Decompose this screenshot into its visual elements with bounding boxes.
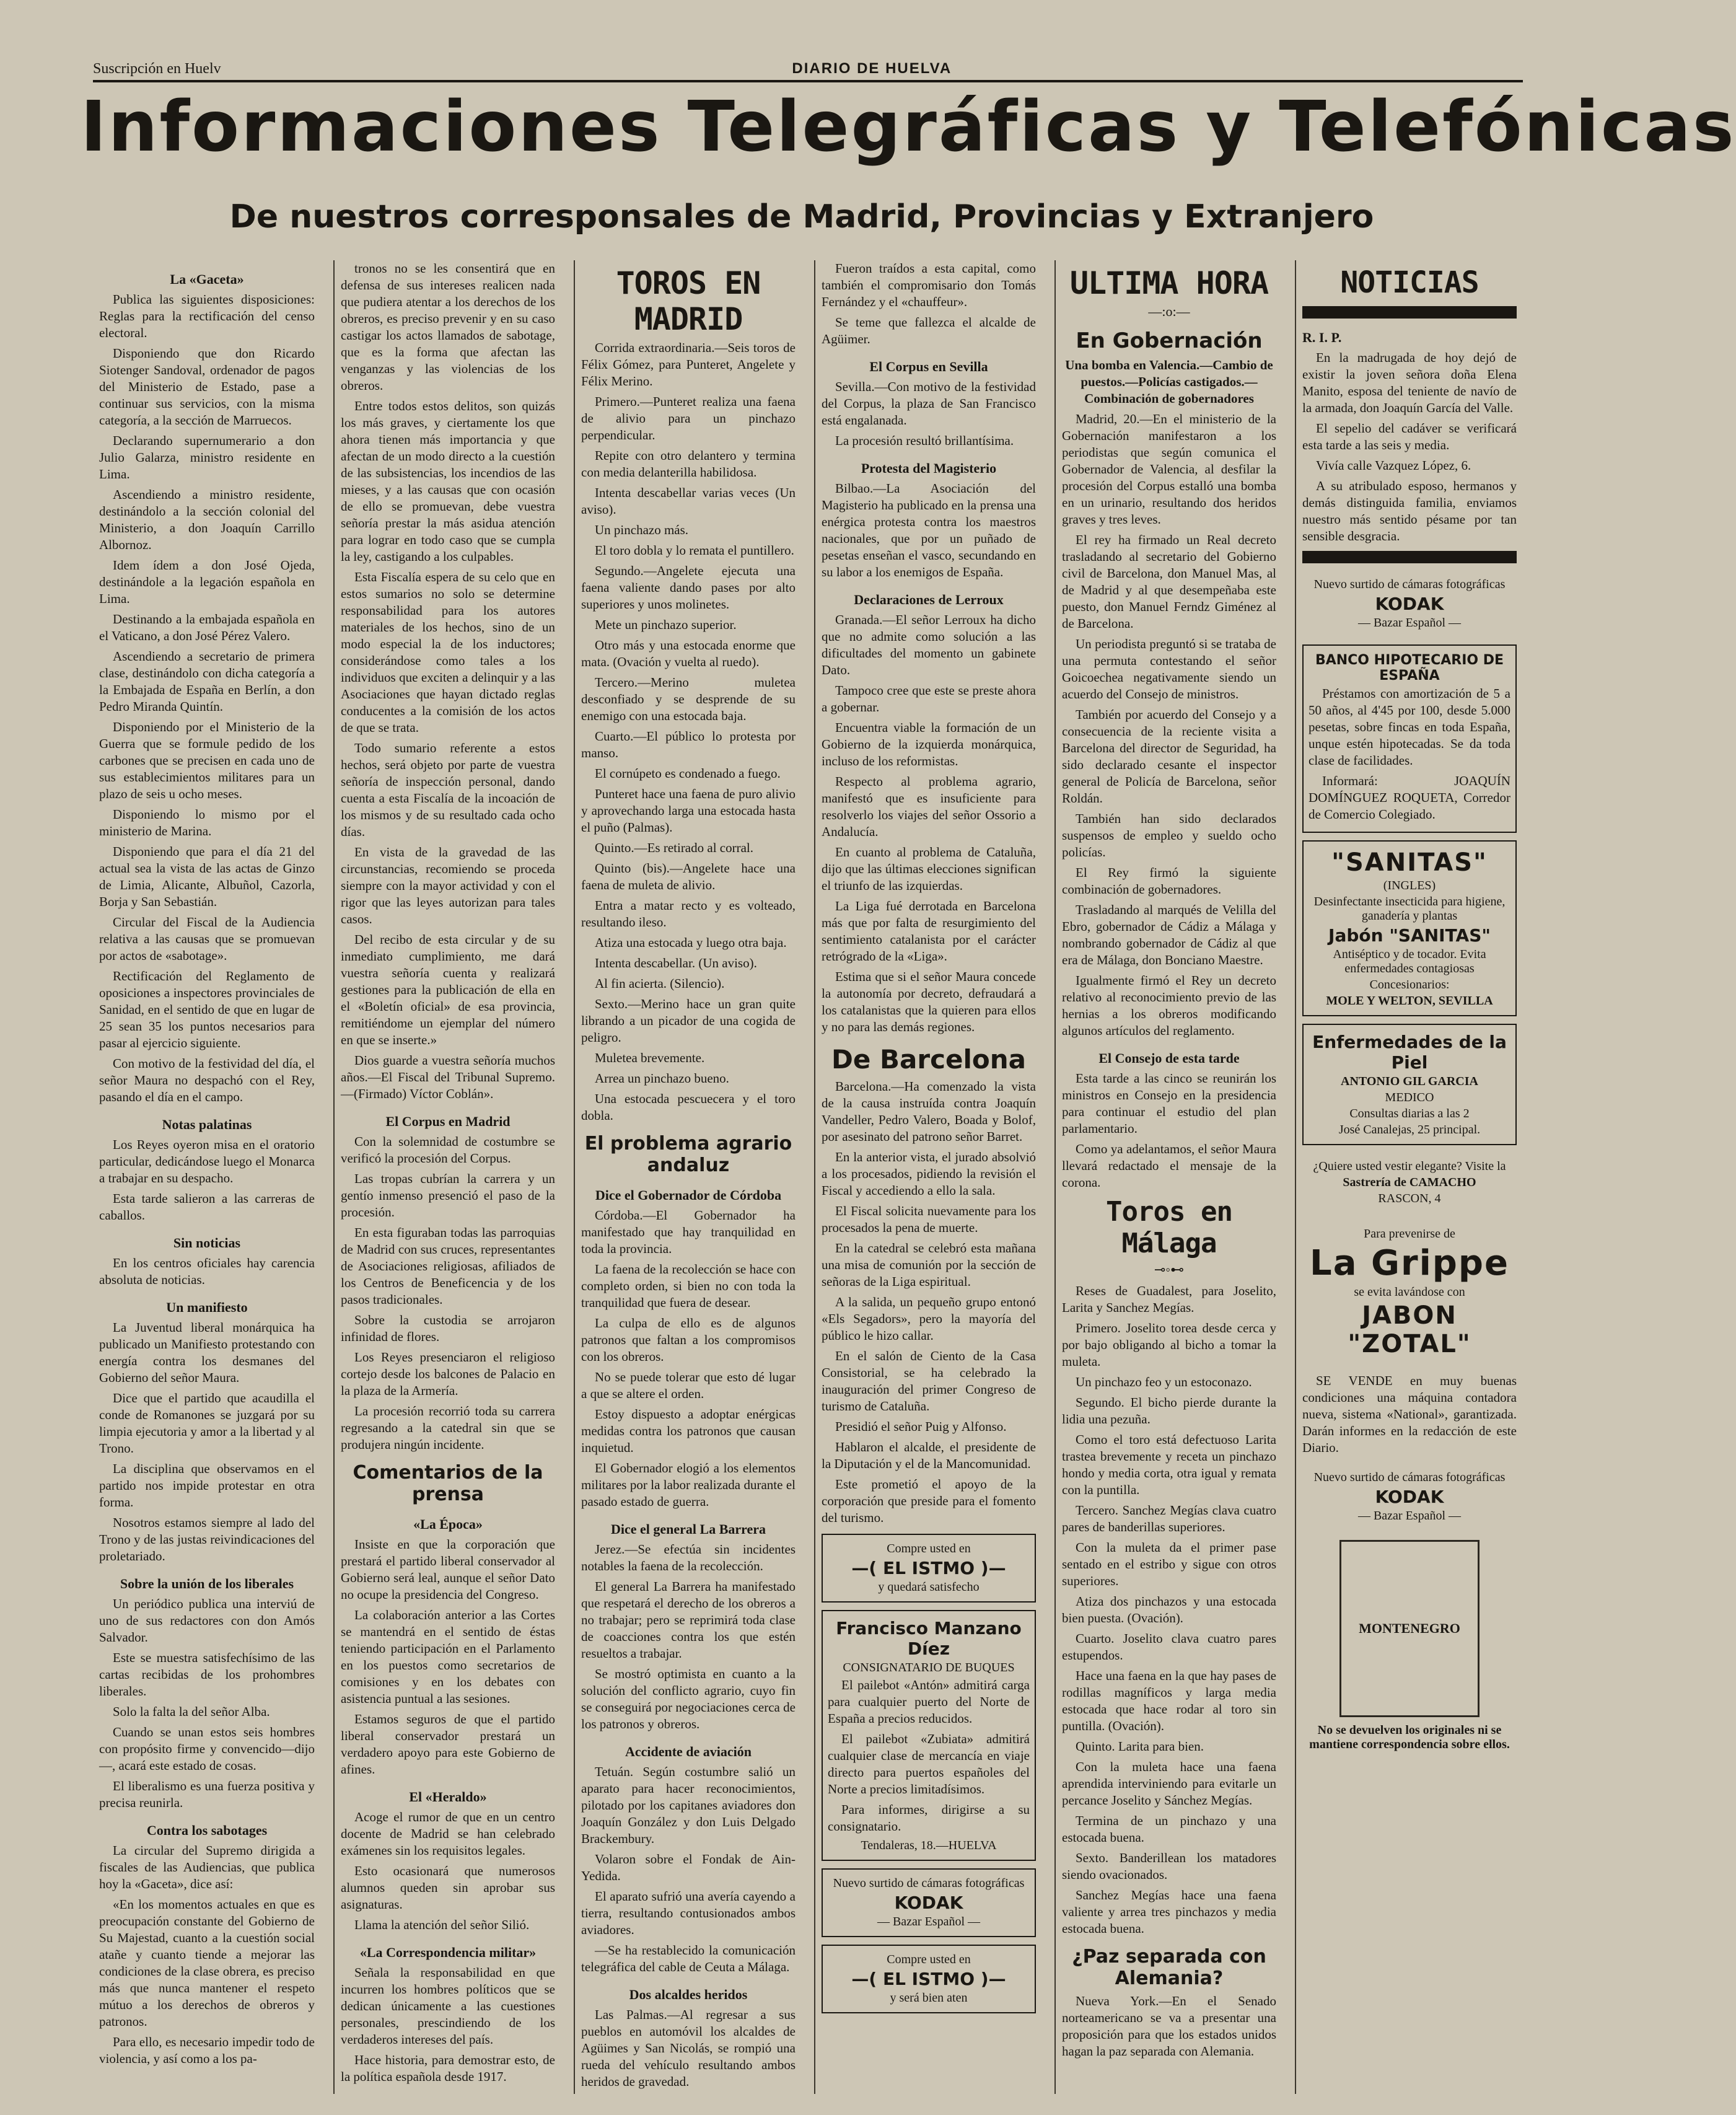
ad-line: Para prevenirse de <box>1364 1227 1455 1241</box>
paragraph: En la catedral se celebró esta mañana una misa de comunión por la sección de señoras de la Liga espiritual. <box>822 1241 1036 1289</box>
column-6 <box>1295 260 1523 2094</box>
paragraph: Intenta descabellar varias veces (Un aviso). <box>581 485 796 517</box>
paragraph: El toro dobla y lo remata el puntillero. <box>595 543 794 558</box>
paragraph: En vista de la gravedad de las circunstancias, recomiendo se proceda siempre con la mayor actividad y con el rigor que las leyes autorizan para tales casos. <box>341 845 555 926</box>
paragraph: La colaboración anterior a las Cortes se mantendrá en el sentido de éstas teniendo participación en el Parlamento en los puestos como secretarios de comisiones y en los debates con asistencia puntual a las sesiones. <box>341 1607 555 1706</box>
section-title: R. I. P. <box>1302 330 1342 345</box>
section-title: Declaraciones de Lerroux <box>854 592 1004 607</box>
sub-headline: De nuestros corresponsales de Madrid, Provincias y Extranjero <box>229 198 1374 235</box>
section-title: El Corpus en Sevilla <box>869 359 988 374</box>
section-title-large: En Gobernación <box>1076 328 1263 353</box>
columns <box>93 260 1523 2089</box>
section-title-large: El problema agrario andaluz <box>584 1133 792 1176</box>
paragraph: Volaron sobre el Fondak de Ain-Yedida. <box>581 1852 796 1883</box>
ad-line: Antiséptico y de tocador. Evita enfermedades contagiosas <box>1333 948 1486 975</box>
paragraph-list <box>581 1764 796 1976</box>
paragraph-list <box>99 291 315 1052</box>
paragraph: Nosotros estamos siempre al lado del Trono y de las justas reivindicaciones del proletariado. <box>99 1515 315 1563</box>
paragraph: Idem ídem a don José Ojeda, destinándole a la legación española en Lima. <box>99 558 315 606</box>
paragraph: Estoy dispuesto a adoptar enérgicas medidas contra los patronos que causan inquietud. <box>581 1407 796 1455</box>
paragraph: Todo sumario referente a estos hechos, será objeto por parte de vuestra señoría de inspección personal, dando cuenta a esta Fiscalía de la incoación de los mismos y de su resultado cada ocho días. <box>341 741 555 839</box>
paragraph-list <box>822 612 1036 1036</box>
ad-brand: —( EL ISTMO )— <box>851 1969 1006 1989</box>
paragraph: Termina de un pinchazo y una estocada buena. <box>1062 1813 1276 1845</box>
ornament: ⊸◦⊷ <box>1154 1262 1185 1277</box>
ad-line: Consultas diarias a las 2 <box>1349 1107 1470 1120</box>
paragraph: Mete un pinchazo superior. <box>595 617 737 632</box>
stamp-image: MONTENEGRO <box>1339 1540 1480 1717</box>
paragraph: Un periodista preguntó si se trataba de una permuta contestando el señor Goicoechea negativamente siendo un acuerdo del Consejo de ministros. <box>1062 636 1276 701</box>
paragraph: Hablaron el alcalde, el presidente de la Diputación y el de la Mancomunidad. <box>822 1440 1036 1471</box>
paragraph: El general La Barrera ha manifestado que respetará el derecho de los obreros a no trabajar; pero se reprimirá toda clase de coacciones contra los que estén resueltos a trabajar. <box>581 1579 796 1661</box>
black-bar <box>1302 306 1517 319</box>
paragraph: Dios guarde a vuestra señoría muchos años.—El Fiscal del Tribunal Supremo.—(Firmado) Víctor Coblán». <box>341 1053 555 1101</box>
paragraph: El Fiscal solicita nuevamente para los procesados la pena de muerte. <box>822 1203 1036 1235</box>
paragraph: La disciplina que observamos en el partido nos impide protestar en otra forma. <box>99 1461 315 1510</box>
ad-kodak <box>1302 571 1517 637</box>
paragraph: Cuando se unan estos seis hombres con propósito firme y convencido—dijo—, acará este estado de cosas. <box>99 1725 315 1773</box>
ad-kodak <box>1302 1464 1517 1530</box>
ad-line: — Bazar Español — <box>1357 616 1462 630</box>
paragraph: Primero.—Punteret realiza una faena de alivio para un pinchazo perpendicular. <box>581 394 796 442</box>
section-title-large: Comentarios de la prensa <box>353 1462 543 1505</box>
paragraph: Vivía calle Vazquez López, 6. <box>1316 458 1471 473</box>
paragraph: El liberalismo es una fuerza positiva y precisa reunirla. <box>99 1779 315 1810</box>
paragraph: En los centros oficiales hay carencia absoluta de noticias. <box>99 1255 315 1287</box>
paragraph: Tetuán. Según costumbre salió un aparato para hacer reconocimientos, pilotado por los capitanes aviadores don Joaquín González y don Luis Delgado Brackembury. <box>581 1764 796 1846</box>
ad-line: (INGLES) <box>1383 879 1436 892</box>
paragraph: Bilbao.—La Asociación del Magisterio ha publicado en la prensa una enérgica protesta contra los maestros nacionales, que por un puñado de pesetas enseñan el vasco, secundando en su labor a los enemigos de España. <box>822 481 1036 579</box>
section-title-large: ULTIMA HORA <box>1069 265 1269 301</box>
paragraph: Para ello, es necesario impedir todo de violencia, y así como a los pa- <box>99 2034 315 2066</box>
ad-brand: La Grippe <box>1310 1243 1509 1283</box>
ad-el-istmo <box>822 1534 1036 1603</box>
paragraph: Respecto al problema agrario, manifestó que es insuficiente para resolverlo los viajes del señor Ossorio a Andalucía. <box>822 774 1036 839</box>
paragraph: La faena de la recolección se hace con completo orden, si bien no con toda la tranquilidad que fuera de desear. <box>581 1262 796 1310</box>
ad-line: — Bazar Español — <box>877 1915 981 1928</box>
paragraph: El rey ha firmado un Real decreto trasladando al secretario del Gobierno civil de Barcelona, don Manuel Mas, al de Madrid y al que desempeñaba este puesto, don Manuel Ferndz Giménez al de Barcelona. <box>1062 532 1276 631</box>
column-1 <box>93 260 321 2094</box>
section-title: Un manifiesto <box>166 1299 248 1315</box>
paragraph: Con la muleta hace una faena aprendida interviniendo para evitarle un percance Joselito y Sánchez Megías. <box>1062 1759 1276 1808</box>
ad-el-istmo <box>822 1945 1036 2013</box>
ad-line: Tendaleras, 18.—HUELVA <box>861 1839 997 1852</box>
paragraph: Estamos seguros de que el partido liberal conservador prestará un verdadero apoyo para este Gobierno de afines. <box>341 1712 555 1777</box>
paragraph: Esta Fiscalía espera de su celo que en estos sumarios no solo se determine responsabilidad para los autores materiales de los hechos, sino de un modo especial la de los inductores; considerándose como tales a los individuos que exciten a delinquir y a las Asociaciones que hayan dictado reglas conducentes a la comisión de los actos de que se trata. <box>341 569 555 735</box>
paragraph: Disponiendo lo mismo por el ministerio de Marina. <box>99 807 315 838</box>
paragraph-list <box>341 1964 555 2085</box>
paragraph: La Juventud liberal monárquica ha publicado un Manifiesto protestando con energía contra los desmanes del Gobierno del señor Maura. <box>99 1320 315 1385</box>
section-title-large: TOROS EN MADRID <box>616 265 761 337</box>
ad-banco <box>1302 644 1517 833</box>
paragraph-list <box>341 260 555 1102</box>
paragraph: Quinto (bis).—Angelete hace una faena de muleta de alivio. <box>581 861 796 892</box>
paragraph: Nueva York.—En el Senado norteamericano se va a presentar una proposición para que los estados unidos hagan la paz separada con Alemania. <box>1062 1994 1276 2059</box>
paragraph: Como el toro está defectuoso Larita trastea brevemente y receta un pinchazo hondo y media corta, otra igual y remata con la puntilla. <box>1062 1432 1276 1497</box>
section-title: Dice el Gobernador de Córdoba <box>595 1187 782 1203</box>
paragraph-list <box>1062 1070 1276 1191</box>
paragraph: Una estocada pescuecera y el toro dobla. <box>581 1091 796 1123</box>
paragraph: Primero. Joselito torea desde cerca y por bajo obligando al bicho a tomar la muleta. <box>1062 1321 1276 1369</box>
section-title: El «Heraldo» <box>409 1789 487 1805</box>
paragraph-list <box>822 1078 1036 1526</box>
ad-line: Nuevo surtido de cámaras fotográficas <box>833 1876 1025 1890</box>
paragraph: En el salón de Ciento de la Casa Consistorial, se ha celebrado la inauguración del primer Congreso de turismo de Cataluña. <box>822 1348 1036 1414</box>
paragraph: Reses de Guadalest, para Joselito, Larita y Sanchez Megías. <box>1062 1283 1276 1315</box>
column-3 <box>574 260 802 2094</box>
paragraph: Granada.—El señor Lerroux ha dicho que no admite como solución a las dificultades del momento un gabinete Dato. <box>822 612 1036 677</box>
ad-brand: Enfermedades de la Piel <box>1312 1032 1507 1073</box>
ad-line: Sastrería de CAMACHO <box>1343 1176 1476 1189</box>
paragraph: Esto ocasionará que numerosos alumnos queden sin aprobar sus asignaturas. <box>341 1863 555 1912</box>
paragraph: Ascendiendo a ministro residente, destinándolo a la sección colonial del Ministerio, a don Joaquín Carrillo Albornoz. <box>99 487 315 552</box>
paragraph: Sanchez Megías hace una faena valiente y arrea tres pinchazos y media estocada buena. <box>1062 1888 1276 1936</box>
section-title: Notas palatinas <box>162 1117 252 1132</box>
paragraph: «En los momentos actuales en que es preocupación constante del Gobierno de Su Majestad, cuanto a la cuestión social atañe y cuanto tiende a mejorar las condiciones de la clase obrera, es preciso más que nunca mantener el respeto mútuo a los derechos de obreros y patronos. <box>99 1897 315 2029</box>
section-title: «La Correspondencia militar» <box>359 1945 537 1960</box>
paragraph: Sexto. Banderillean los matadores siendo ovacionados. <box>1062 1850 1276 1882</box>
paragraph: Un pinchazo feo y un estoconazo. <box>1076 1374 1252 1389</box>
paragraph: Solo la falta la del señor Alba. <box>113 1704 270 1719</box>
paragraph-list <box>99 1596 315 1811</box>
paragraph: El pailebot «Antón» admitirá carga para cualquier puerto del Norte de España a precios reducidos. <box>828 1677 1030 1726</box>
paragraph-list <box>99 1319 315 1565</box>
paragraph: Madrid, 20.—En el ministerio de la Gobernación manifestaron a los periodistas que según comunica el Gobernador de Valencia, al desfilar la procesión del Corpus estalló una bomba en un urinario, resultando dos heridos graves y tres leves. <box>1062 411 1276 527</box>
paragraph: El Gobernador elogió a los elementos militares por la labor realizada durante el pasado estado de guerra. <box>581 1461 796 1509</box>
paragraph: Jerez.—Se efectúa sin incidentes notables la faena de la recolección. <box>581 1542 796 1573</box>
paragraph-list <box>581 340 796 1124</box>
paragraph: Segundo.—Angelete ejecuta una faena valiente dando pases por alto superiores y unos molinetes. <box>581 563 796 612</box>
paragraph: Tampoco cree que este se preste ahora a gobernar. <box>822 683 1036 715</box>
paragraph: Repite con otro delantero y termina con media delanterilla habilidosa. <box>581 448 796 480</box>
paragraph: No se puede tolerar que esto dé lugar a que se altere el orden. <box>581 1370 796 1401</box>
paragraph-list <box>1062 411 1276 1039</box>
section-title: Accidente de aviación <box>625 1744 752 1759</box>
ad-line: Nuevo surtido de cámaras fotográficas <box>1313 578 1506 591</box>
paragraph: Sexto.—Merino hace un gran quite librando a un picador de una cogida de peligro. <box>581 996 796 1045</box>
paragraph: Las Palmas.—Al regresar a sus pueblos en automóvil los alcaldes de Agüimes y San Nicolás, se rompió una rueda del vehículo resultando ambos heridos de gravedad. <box>581 2007 796 2089</box>
section-title-large: Toros en Málaga <box>1106 1196 1232 1259</box>
paragraph: Hace historia, para demostrar esto, de la política española desde 1917. <box>341 2052 555 2084</box>
paragraph: SE VENDE en muy buenas condiciones una máquina contadora nueva, sistema «National», garantizada. Darán informes en la redacción de este Diario. <box>1302 1373 1517 1455</box>
paragraph: Un periódico publica una interviú de uno de sus redactores con don Amós Salvador. <box>99 1596 315 1645</box>
paragraph: Cuarto. Joselito clava cuatro pares estupendos. <box>1062 1631 1276 1663</box>
ad-line: Desinfectante insecticida para higiene, ganadería y plantas <box>1313 895 1506 923</box>
paragraph: En la madrugada de hoy dejó de existir la joven señora doña Elena Manito, esposa del teniente de navío de la armada, don Joaquín García del Valle. <box>1302 350 1517 415</box>
paragraph: La procesión recorrió toda su carrera regresando a la catedral sin que se produjera ningún incidente. <box>341 1404 555 1452</box>
paragraph: A su atribulado esposo, hermanos y demás distinguida familia, enviamos nuestro más sentido pésame por tan sensible desgracia. <box>1302 478 1517 543</box>
section-title: El Corpus en Madrid <box>385 1114 511 1129</box>
paragraph: También han sido declarados suspensos de empleo y sueldo ocho policías. <box>1062 811 1276 860</box>
paragraph: Atiza dos pinchazos y una estocada bien puesta. (Ovación). <box>1062 1594 1276 1625</box>
paragraph: El aparato sufrió una avería cayendo a tierra, resultando contusionados ambos aviadores. <box>581 1889 796 1937</box>
paragraph: Señala la responsabilidad en que incurren los hombres políticos que se dedican únicamente a las cuestiones personales, prescindiendo de los verdaderos intereses del país. <box>341 1965 555 2047</box>
paragraph: Otro más y una estocada enorme que mata. (Ovación y vuelta al ruedo). <box>581 638 796 669</box>
paragraph: A la salida, un pequeño grupo entonó «Els Segadors», pero la mayoría del público le hizo callar. <box>822 1295 1036 1343</box>
paragraph: Al fin acierta. (Silencio). <box>595 976 725 991</box>
ad-brand: KODAK <box>894 1893 963 1913</box>
paragraph: Atiza una estocada y luego otra baja. <box>595 935 787 950</box>
paragraph: Disponiendo que para el día 21 del actual sea la vista de las actas de Ginzo de Limia, Alicante, Albuñol, Cazorla, Borja y San Sebastián. <box>99 844 315 909</box>
paragraph-list <box>828 1677 1030 1835</box>
section-title: Dos alcaldes heridos <box>629 1987 748 2002</box>
masthead-title: DIARIO DE HUELVA <box>792 60 952 77</box>
paragraph: El sepelio del cadáver se verificará esta tarde a las seis y media. <box>1302 421 1517 452</box>
paragraph: Sevilla.—Con motivo de la festividad del Corpus, la plaza de San Francisco está engalanada. <box>822 379 1036 428</box>
paragraph: Las tropas cubrían la carrera y un gentío inmenso presenció el paso de la procesión. <box>341 1171 555 1220</box>
paragraph: Destinando a la embajada española en el Vaticano, a don José Pérez Valero. <box>99 612 315 643</box>
paragraph-list <box>341 1809 555 1933</box>
paragraph: Cuarto.—El público lo protesta por manso. <box>581 729 796 760</box>
paragraph: La culpa de ello es de algunos patronos que faltan a los compromisos con los obreros. <box>581 1316 796 1364</box>
paragraph: Con la muleta da el primer pase sentado en el estribo y sigue con otros superiores. <box>1062 1540 1276 1588</box>
paragraph: Con la solemnidad de costumbre se verificó la procesión del Corpus. <box>341 1134 555 1166</box>
section-title: El Consejo de esta tarde <box>1098 1050 1240 1066</box>
ad-line: ANTONIO GIL GARCIA <box>1341 1075 1478 1088</box>
paragraph: Un pinchazo más. <box>595 522 689 537</box>
paragraph: Córdoba.—El Gobernador ha manifestado que hay tranquilidad en toda la provincia. <box>581 1208 796 1256</box>
paragraph-list <box>341 1536 555 1778</box>
paragraph: La Liga fué derrotada en Barcelona más que por falta de resurgimiento del sentimiento catalanista por el carácter retrógrado de la «Liga». <box>822 899 1036 964</box>
paragraph: Llama la atención del señor Silió. <box>354 1917 530 1932</box>
paragraph: Con motivo de la festividad del día, el señor Maura no despachó con el Rey, pasando el día en el campo. <box>99 1056 315 1104</box>
paragraph: En la anterior vista, el jurado absolvió a los procesados, pidiendo la revisión el Fiscal y accediendo a ello la sala. <box>822 1150 1036 1198</box>
paragraph: Quinto.—Es retirado al corral. <box>595 840 753 855</box>
paragraph: Préstamos con amortización de 5 a 50 años, al 4'45 por 100, desde 5.000 pesetas, sobre fincas en toda España, unque estén hipotecadas. Se da toda clase de facilidades. <box>1309 686 1510 768</box>
paragraph-list <box>581 1207 796 1510</box>
paragraph: Hace una faena en la que hay pases de rodillas magníficos y larga media estocada que hace rodar al toro sin puntilla. (Ovación). <box>1062 1668 1276 1733</box>
paragraph: Dice que el partido que acaudilla el conde de Romanones se juzgará por su limpia ejecutoria y amor a la libertad y al Trono. <box>99 1391 315 1456</box>
paragraph-list <box>1062 1283 1276 1937</box>
paragraph: En esta figuraban todas las parroquias de Madrid con sus cruces, representantes de Asociaciones religiosas, afiliados de los Centros de Beneficencia y de los pasos tradicionales. <box>341 1225 555 1307</box>
ad-brand: Francisco Manzano Díez <box>836 1618 1022 1659</box>
ad-piel <box>1302 1024 1517 1145</box>
paragraph: Igualmente firmó el Rey un decreto relativo al reconocimiento previo de las hernias a los obreros modificando algunos artículos del reglamento. <box>1062 973 1276 1038</box>
paragraph: Encuentra viable la formación de un Gobierno de la izquierda monárquica, incluso de los reformistas. <box>822 720 1036 768</box>
section-title-large: NOTICIAS <box>1340 265 1479 300</box>
ad-kodak <box>822 1868 1036 1937</box>
section-title: Contra los sabotages <box>146 1823 268 1838</box>
paragraph: Entra a matar recto y es volteado, resultando ileso. <box>581 898 796 930</box>
ad-camacho <box>1302 1153 1517 1213</box>
ad-line: y quedará satisfecho <box>878 1580 980 1594</box>
paragraph: También por acuerdo del Consejo y a consecuencia de la reciente visita a Barcelona del director de Seguridad, ha sido declarado cesante el inspector general de Policía de Barcelona, señor Roldán. <box>1062 707 1276 806</box>
paragraph-list <box>822 260 1036 348</box>
paragraph: Esta tarde salieron a las carreras de caballos. <box>99 1191 315 1223</box>
section-title: La «Gaceta» <box>170 271 244 287</box>
paragraph: En cuanto al problema de Cataluña, dijo que las últimas elecciones significan el triunfo de las izquierdas. <box>822 845 1036 893</box>
ad-line: Compre usted en <box>887 1953 971 1966</box>
paragraph: Segundo. El bicho pierde durante la lidia una pezuña. <box>1062 1395 1276 1427</box>
paragraph: Esta tarde a las cinco se reunirán los ministros en Consejo en la presidencia para continuar el estudio del plan parlamentario. <box>1062 1071 1276 1136</box>
ad-line: José Canalejas, 25 principal. <box>1338 1123 1481 1137</box>
paragraph-list <box>99 1842 315 2067</box>
ad-gripe <box>1302 1220 1517 1365</box>
paragraph: Entre todos estos delitos, son quizás los más graves, y ciertamente los que ahora tienen más importancia y que afectan de un modo directo a la cuestión de las subsistencias, los incendios de las mieses, y a las causas que con ocasión de ello se promuevan, debe vuestra señoría prestar la más asidua atención para lograr en todo caso que se cumpla la ley, castigando a los culpables. <box>341 398 555 564</box>
paragraph: Este prometió el apoyo de la corporación que preside para el fomento del turismo. <box>822 1477 1036 1525</box>
ad-brand: —( EL ISTMO )— <box>851 1558 1006 1578</box>
ad-line: MOLE Y WELTON, SEVILLA <box>1326 994 1493 1008</box>
ad-line: — Bazar Español — <box>1357 1509 1462 1523</box>
paragraph: Circular del Fiscal de la Audiencia relativa a las causas que se promuevan por actos de «sabotage». <box>99 915 315 963</box>
paragraph: Disponiendo que don Ricardo Siotenger Sandoval, ordenador de pagos del Ministerio de Estado, pase a continuar sus servicios, con la misma categoría, a la sección de Marruecos. <box>99 346 315 428</box>
paragraph: Declarando supernumerario a don Julio Galarza, ministro residente en Lima. <box>99 433 315 481</box>
paragraph: Los Reyes oyeron misa en el oratorio particular, dedicándose luego el Monarca a trabajar en su despacho. <box>99 1137 315 1185</box>
paragraph: Barcelona.—Ha comenzado la vista de la causa instruída contra Joaquín Vandeller, Pedro Valero, Boada y Bolof, por asesinato del patrono señor Barret. <box>822 1079 1036 1144</box>
ad-line: Compre usted en <box>887 1542 971 1555</box>
lead-paragraph: Una bomba en Valencia.—Cambio de puestos.—Policías castigados.—Combinación de gobernadores <box>1065 358 1273 406</box>
paragraph: Punteret hace una faena de puro alivio y aprovechando larga una estocada hasta el puño (Palmas). <box>581 786 796 835</box>
paragraph: Fueron traídos a esta capital, como también el compromisario don Tomás Fernández y el «chauffeur». <box>822 261 1036 309</box>
black-bar <box>1302 551 1517 563</box>
paragraph: Tercero.—Merino muletea desconfiado y se desprende de su enemigo con una estocada baja. <box>581 675 796 723</box>
paragraph: Estima que si el señor Maura concede la autonomía por decreto, defraudará a los catalanistas que la quieren para ellos y no para las demás regiones. <box>822 969 1036 1034</box>
paragraph: Como ya adelantamos, el señor Maura llevará redactado el mensaje de la corona. <box>1062 1141 1276 1190</box>
paragraph-list <box>1302 350 1517 545</box>
section-title: Protesta del Magisterio <box>861 460 997 476</box>
paragraph-list <box>822 379 1036 449</box>
ad-line: MEDICO <box>1385 1091 1434 1104</box>
ad-brand: "SANITAS" <box>1331 848 1488 877</box>
main-headline: Informaciones Telegráficas y Telefónicas <box>81 87 1736 167</box>
ad-brand: BANCO HIPOTECARIO DE ESPAÑA <box>1315 653 1504 684</box>
paragraph: tronos no se les consentirá que en defensa de sus intereses realicen nada que pudiera atentar a los derechos de los obreros, es preciso prevenir y en su caso castigar los actos llamados de sabotage, que es la forma que afectan las venganzas y las violencias de los obreros. <box>341 261 555 393</box>
paragraph-list <box>99 1137 315 1224</box>
ad-manzano <box>822 1610 1036 1861</box>
ad-brand: Jabón "SANITAS" <box>1328 925 1491 946</box>
paragraph: Informará: JOAQUÍN DOMÍNGUEZ ROQUETA, Corredor de Comercio Colegiado. <box>1309 773 1510 822</box>
paragraph: El Rey firmó la siguiente combinación de gobernadores. <box>1062 865 1276 897</box>
paragraph-list <box>341 1133 555 1453</box>
column-5 <box>1054 260 1282 2094</box>
masthead-left: Suscripción en Huelv <box>93 61 221 77</box>
footer-note: No se devuelven los originales ni se mantiene correspondencia sobre ellos. <box>1309 1723 1510 1751</box>
paragraph: —Se ha restablecido la comunicación telegráfica del cable de Ceuta a Málaga. <box>581 1943 796 1974</box>
ad-brand: KODAK <box>1375 594 1444 614</box>
ornament: —:o:— <box>1148 304 1190 319</box>
paragraph: Rectificación del Reglamento de oposiciones a inspectores provinciales de Sanidad, en el sentido de que en lugar de 25 sean 35 los puntos necesarios para pasar al ejercicio siguiente. <box>99 969 315 1050</box>
paragraph-list <box>581 1541 796 1733</box>
ad-brand: KODAK <box>1375 1487 1444 1507</box>
paragraph: La circular del Supremo dirigida a fiscales de las Audiencias, que publica hoy la «Gaceta», dice así: <box>99 1843 315 1891</box>
ad-line: se evita lavándose con <box>1354 1285 1465 1299</box>
paragraph: Para informes, dirigirse a su consignatario. <box>828 1802 1030 1834</box>
column-4 <box>814 260 1042 2094</box>
paragraph: Se mostró optimista en cuanto a la solución del conflicto agrario, cuyo fin se conseguirá por negociaciones cerca de los patronos y obreros. <box>581 1666 796 1731</box>
paragraph: Ascendiendo a secretario de primera clase, destinándolo con dicha categoría a la Embajada de España en Berlín, a don Pedro Miranda Quintín. <box>99 649 315 714</box>
ad-line: Nuevo surtido de cámaras fotográficas <box>1313 1471 1506 1484</box>
paragraph: Presidió el señor Puig y Alfonso. <box>835 1419 1007 1434</box>
section-title: «La Época» <box>413 1516 483 1532</box>
paragraph: Insiste en que la corporación que prestará el partido liberal conservador al Gobierno será leal, aunque el señor Dato no ocupe la presidencia del Congreso. <box>341 1537 555 1602</box>
ad-sanitas <box>1302 840 1517 1016</box>
ad-line: y será bien aten <box>890 1991 968 2005</box>
masthead <box>93 53 1523 82</box>
section-title: Dice el general La Barrera <box>610 1521 766 1537</box>
ad-line: RASCON, 4 <box>1378 1192 1441 1205</box>
paragraph: Tercero. Sanchez Megías clava cuatro pares de banderillas superiores. <box>1062 1503 1276 1534</box>
paragraph: Se teme que fallezca el alcalde de Agüimer. <box>822 315 1036 346</box>
paragraph: Sobre la custodia se arrojaron infinidad de flores. <box>341 1313 555 1344</box>
paragraph: Acoge el rumor de que en un centro docente de Madrid se han celebrado exámenes sin los requisitos legales. <box>341 1809 555 1858</box>
ad-line: ¿Quiere usted vestir elegante? Visite la <box>1313 1159 1506 1173</box>
section-title-large: De Barcelona <box>831 1044 1026 1075</box>
paragraph: Publica las siguientes disposiciones: Reglas para la rectificación del censo electoral. <box>99 292 315 340</box>
paragraph: Corrida extraordinaria.—Seis toros de Félix Gómez, para Punteret, Angelete y Félix Merino. <box>581 340 796 389</box>
paragraph: La procesión resultó brillantísima. <box>835 433 1014 448</box>
paragraph: El pailebot «Zubiata» admitirá cualquier clase de mercancía en viaje directo para puertos españoles del Norte a precios limitadísimos. <box>828 1731 1030 1796</box>
section-title: Sin noticias <box>173 1235 241 1251</box>
ad-line: Concesionarios: <box>1369 978 1450 992</box>
paragraph: Trasladando al marqués de Velilla del Ebro, gobernador de Cádiz a Málaga y nombrando gobernador de Cádiz al que era de Málaga, don Bonciano Maestre. <box>1062 902 1276 967</box>
section-title: Sobre la unión de los liberales <box>120 1576 294 1591</box>
paragraph: Quinto. Larita para bien. <box>1076 1739 1204 1754</box>
column-2 <box>333 260 561 2094</box>
ad-brand: JABON "ZOTAL" <box>1348 1301 1471 1358</box>
paragraph: Del recibo de esta circular y de su inmediato cumplimiento, me dará vuestra señoría cuenta y realizará gestiones para la publicación de ella en el «Boletín oficial» de esa provincia, remitiéndome un ejemplar del número en que se inserte.» <box>341 932 555 1047</box>
ad-line: CONSIGNATARIO DE BUQUES <box>843 1661 1015 1674</box>
paragraph: Muletea brevemente. <box>595 1050 705 1065</box>
paragraph: Este se muestra satisfechísimo de las cartas recibidas de los prohombres liberales. <box>99 1650 315 1699</box>
section-title-large: ¿Paz separada con Alemania? <box>1072 1946 1266 1989</box>
paragraph: Arrea un pinchazo bueno. <box>595 1071 729 1086</box>
paragraph: Intenta descabellar. (Un aviso). <box>595 956 757 970</box>
paragraph: Los Reyes presenciaron el religioso cortejo desde los balcones de Palacio en la plaza de la Armería. <box>341 1350 555 1398</box>
paragraph: Disponiendo por el Ministerio de la Guerra que se formule pedido de los carbones que se precisen en cada uno de sus establecimientos militares para un plazo de seis u ocho meses. <box>99 719 315 801</box>
paragraph: El cornúpeto es condenado a fuego. <box>595 766 781 781</box>
